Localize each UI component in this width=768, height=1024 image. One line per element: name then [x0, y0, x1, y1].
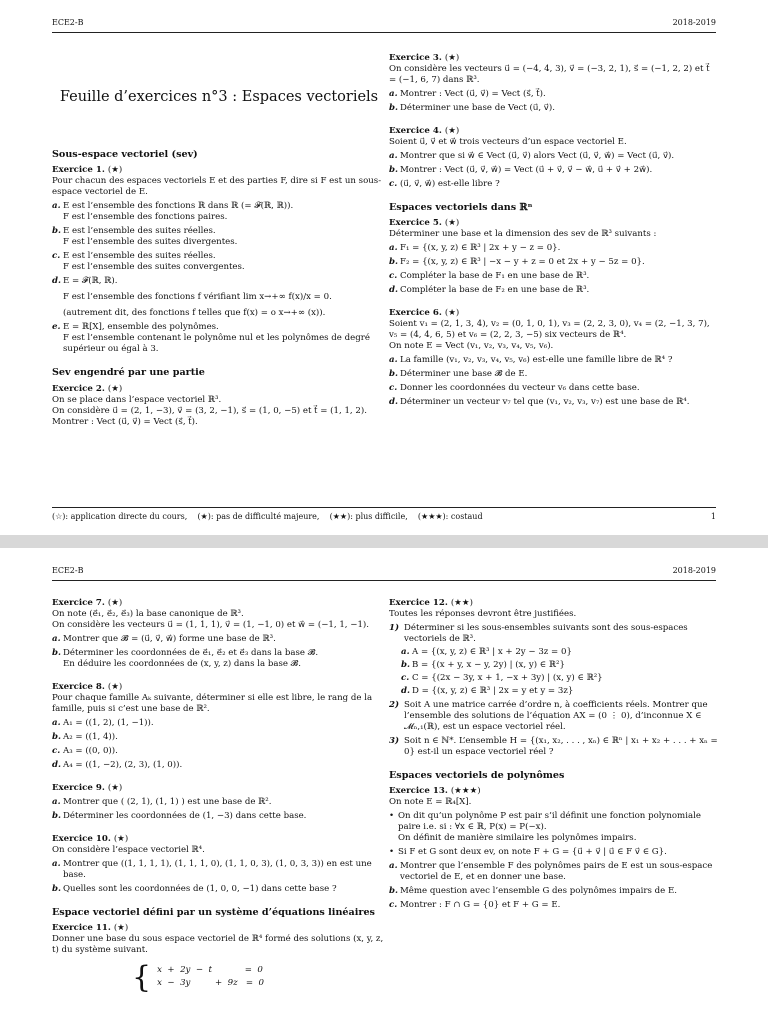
exercise-intro: On note E = ℝ₄[X].: [389, 797, 472, 808]
header-class: ECE2-B: [52, 566, 84, 575]
exercise-7: [52, 598, 386, 670]
exercise-9: [52, 783, 386, 822]
list-item: e. E = ℝ[X], ensemble des polynômes. F est l’ensemble contenant le polynôme nul et les polynômes de degré supérieur ou égal à 3.: [52, 322, 370, 355]
list-item: a. Montrer que si w⃗ ∈ Vect (u⃗, v⃗) alors Vect (u⃗, v⃗, w⃗) = Vect (u⃗, v⃗).: [389, 151, 675, 161]
right-column: [389, 598, 719, 923]
page-number: 1: [710, 512, 716, 521]
equation-system: [132, 960, 386, 996]
list-item: b. E est l’ensemble des suites réelles. F est l’ensemble des suites divergentes.: [52, 226, 238, 248]
exercise-line: On considère les vecteurs u⃗ = (1, 1, 1), v⃗ = (1, −1, 0) et w⃗ = (−1, 1, −1).: [52, 620, 370, 630]
bullet-icon: •: [389, 847, 395, 858]
list-item: a. A = {(x, y, z) ∈ ℝ³ | x + 2y − 3z = 0}: [401, 647, 572, 657]
left-column: [52, 88, 386, 107]
list-item: c. Montrer : F ∩ G = {0} et F + G = E.: [389, 900, 561, 911]
exercise-intro: Toutes les réponses devront être justifiées.: [389, 609, 577, 619]
exercise-title: Exercice 9. (★): [52, 783, 123, 793]
exercise-intro: On considère l’espace vectoriel ℝ⁴.: [52, 845, 205, 855]
bullet-icon: •: [389, 811, 395, 822]
header-rule: [52, 32, 716, 33]
exercise-line: On se place dans l’espace vectoriel ℝ³.: [52, 394, 222, 405]
question-1: 1) Déterminer si les sous-ensembles suivants sont des sous-espaces vectoriels de ℝ³.: [389, 623, 688, 644]
list-item: b. F₂ = {(x, y, z) ∈ ℝ³ | −x − y + z = 0 et 2x + y − 5z = 0}.: [389, 257, 645, 268]
header-class: ECE2-B: [52, 18, 84, 27]
list-item: a. Montrer : Vect (u⃗, v⃗) = Vect (s⃗, t⃗).: [389, 89, 546, 99]
list-item: d. Déterminer un vecteur v₇ tel que (v₁, v₂, v₃, v₇) est une base de ℝ⁴.: [389, 397, 690, 408]
exercise-intro: Soient v₁ = (2, 1, 3, 4), v₂ = (0, 1, 0, 1), v₃ = (2, 2, 3, 0), v₄ = (2, −1, 3, 7), v₅ = (4, 4, 6, 5) et v₆ = (2, 2, 3, −5) six vecteurs de ℝ⁴.: [389, 319, 710, 341]
list-item: a. Montrer que 𝓑 = (u⃗, v⃗, w⃗) forme une base de ℝ³.: [52, 634, 276, 644]
list-item: b. Déterminer une base 𝓑 de E.: [389, 369, 528, 380]
exercise-intro: On considère les vecteurs u⃗ = (−4, 4, 3), v⃗ = (−3, 2, 1), s⃗ = (−1, 2, 2) et t⃗ = (−1, 6, 7) dans ℝ³.: [389, 64, 710, 85]
exercise-title: Exercice 1. (★): [52, 165, 123, 176]
exercise-title: Exercice 4. (★): [389, 126, 460, 136]
section-title: Espaces vectoriels dans ℝⁿ: [389, 202, 533, 213]
list-item: a. Montrer que ( (2, 1), (1, 1) ) est une base de ℝ².: [52, 797, 272, 807]
brace-symbol: {: [132, 960, 152, 996]
question-3: 3) Soit n ∈ ℕ*. L’ensemble H = {(x₁, x₂, . . . , xₙ) ∈ ℝⁿ | x₁ + x₂ + . . . + xₙ = 0} est-il un espace vectoriel réel ?: [389, 736, 718, 757]
exercise-note: On note E = Vect (v₁, v₂, v₃, v₄, v₅, v₆).: [389, 341, 554, 352]
page-header: [52, 18, 716, 28]
exercise-title: Exercice 3. (★): [389, 53, 460, 63]
list-item: c. Donner les coordonnées du vecteur v₆ dans cette base.: [389, 383, 640, 394]
list-item: a. La famille (v₁, v₂, v₃, v₄, v₅, v₆) est-elle une famille libre de ℝ⁴ ?: [389, 355, 673, 366]
exercise-title: Exercice 5. (★): [389, 218, 460, 229]
list-item: d. Compléter la base de F₂ en une base de ℝ³.: [389, 285, 590, 296]
list-item: a. Montrer que l’ensemble F des polynômes pairs de E est un sous-espace vectoriel de E, et en donner une base.: [389, 861, 713, 883]
list-item: a. Montrer que ((1, 1, 1, 1), (1, 1, 1, 0), (1, 1, 0, 3), (1, 0, 3, 3)) en est une base.: [52, 859, 372, 880]
exercise-5: [389, 218, 719, 296]
page-header: [52, 566, 716, 576]
list-item: d. D = {(x, y, z) ∈ ℝ³ | 2x = y et y = 3z}: [401, 686, 574, 696]
exercise-intro: Soient u⃗, v⃗ et w⃗ trois vecteurs d’un espace vectoriel E.: [389, 137, 627, 147]
section-title: Espaces vectoriels de polynômes: [389, 770, 565, 781]
section-title: Espace vectoriel défini par un système d’équations linéaires: [52, 907, 375, 918]
exercise-title: Exercice 13. (★★★): [389, 786, 481, 797]
exercise-line: On note (e⃗₁, e⃗₂, e⃗₃) la base canonique de ℝ³.: [52, 609, 244, 619]
list-item: b. Montrer : Vect (u⃗, v⃗, w⃗) = Vect (u⃗ + v⃗, v⃗ − w⃗, u⃗ + v⃗ + 2w⃗).: [389, 165, 653, 175]
exercise-intro: Pour chacun des espaces vectoriels E et des parties F, dire si F est un sous-espace vectoriel de E.: [52, 176, 382, 198]
equation-line: x − 3y + 9z = 0: [157, 977, 264, 988]
page-title: Feuille d’exercices n°3 : Espaces vectoriels: [59, 89, 379, 105]
list-item: b. A₂ = ((1, 4)).: [52, 732, 118, 742]
header-rule: [52, 580, 716, 581]
exercise-13: [389, 786, 719, 911]
section-title: Sous-espace vectoriel (sev): [52, 149, 198, 160]
section-title: Sev engendré par une partie: [52, 367, 205, 379]
list-item: b. Même question avec l’ensemble G des polynômes impairs de E.: [389, 886, 677, 897]
list-item: c. Compléter la base de F₁ en une base de ℝ³.: [389, 271, 590, 282]
list-item: b. Déterminer une base de Vect (u⃗, v⃗).: [389, 103, 555, 113]
exercise-title: Exercice 8. (★): [52, 682, 123, 692]
exercise-title: Exercice 7. (★): [52, 598, 123, 608]
list-item: b. Déterminer les coordonnées de (1, −3) dans cette base.: [52, 811, 307, 821]
list-item: a. A₁ = ((1, 2), (1, −1)).: [52, 718, 154, 728]
list-item: d. E = 𝓕(ℝ, ℝ). F est l’ensemble des fonctions f vérifiant lim x→+∞ f(x)/x = 0. (autrement dit, des fonctions f telles que f(x) = o x→+∞ (x)).: [52, 276, 332, 319]
list-item: a. F₁ = {(x, y, z) ∈ ℝ³ | 2x + y − z = 0}.: [389, 243, 561, 254]
left-column-content: [52, 149, 386, 440]
exercise-title: Exercice 2. (★): [52, 383, 123, 394]
page-footer: [52, 512, 716, 522]
list-item: b. Déterminer les coordonnées de e⃗₁, e⃗₂ et e⃗₃ dans la base 𝓑. En déduire les coordonnées de (x, y, z) dans la base 𝓑.: [52, 648, 319, 669]
exercise-10: [52, 834, 386, 895]
exercise-3: [389, 53, 719, 114]
page-2: [0, 548, 768, 1024]
exercise-intro: Pour chaque famille Aₖ suivante, déterminer si elle est libre, le rang de la famille, puis si c’est une base de ℝ².: [52, 693, 373, 714]
list-item: b. B = {(x + y, x − y, 2y) | (x, y) ∈ ℝ²}: [401, 660, 565, 670]
exercise-intro: Donner une base du sous espace vectoriel de ℝ⁴ formé des solutions (x, y, z, t) du système suivant.: [52, 934, 384, 956]
equation-line: x + 2y − t = 0: [157, 965, 263, 976]
exercise-title: Exercice 12. (★★): [389, 598, 473, 608]
list-item: c. (u⃗, v⃗, w⃗) est-elle libre ?: [389, 179, 500, 189]
bullet-item: • Si F et G sont deux ev, on note F + G = {u⃗ + v⃗ | u⃗ ∈ F v⃗ ∈ G}.: [389, 847, 667, 858]
exercise-4: [389, 126, 719, 190]
header-year: 2018-2019: [672, 18, 716, 27]
exercise-line: On considère u⃗ = (2, 1, −3), v⃗ = (3, 2, −1), s⃗ = (1, 0, −5) et t⃗ = (1, 1, 2).: [52, 405, 367, 416]
list-item: c. A₃ = ((0, 0)).: [52, 746, 118, 756]
list-item: c. E est l’ensemble des suites réelles. F est l’ensemble des suites convergentes.: [52, 251, 245, 273]
exercise-title: Exercice 11. (★): [52, 923, 129, 934]
header-year: 2018-2019: [672, 566, 716, 575]
exercise-2: [52, 384, 386, 428]
list-item: a. E est l’ensemble des fonctions ℝ dans ℝ (= 𝓕(ℝ, ℝ)). F est l’ensemble des fonctions paires.: [52, 201, 294, 223]
difficulty-legend: (☆): application directe du cours, (★): pas de difficulté majeure, (★★): plus difficile, (★★★): costaud: [52, 512, 483, 521]
list-item: b. Quelles sont les coordonnées de (1, 0, 0, −1) dans cette base ?: [52, 884, 337, 894]
left-column: [52, 598, 386, 1003]
page-separator: [0, 535, 768, 548]
right-column: [389, 53, 719, 420]
exercise-title: Exercice 6. (★): [389, 308, 460, 319]
exercise-1: [52, 165, 386, 355]
exercise-8: [52, 682, 386, 771]
exercise-intro: Déterminer une base et la dimension des sev de ℝ³ suivants :: [389, 229, 657, 240]
exercise-6: [389, 308, 719, 408]
list-item: d. A₄ = ((1, −2), (2, 3), (1, 0)).: [52, 760, 183, 770]
list-item: c. C = {(2x − 3y, x + 1, −x + 3y) | (x, y) ∈ ℝ²}: [401, 673, 603, 683]
footer-rule: [52, 507, 716, 508]
exercise-12: [389, 598, 719, 758]
exercise-title: Exercice 10. (★): [52, 834, 129, 844]
exercise-11: [52, 923, 386, 996]
exercise-line: Montrer : Vect (u⃗, v⃗) = Vect (s⃗, t⃗).: [52, 416, 198, 427]
question-2: 2) Soit A une matrice carrée d’ordre n, à coefficients réels. Montrer que l’ensemble des solutions de l’équation AX = (0 ⋮ 0), d’inconnue X ∈ 𝓜ₙ,₁(ℝ), est un espace vectoriel réel.: [389, 700, 708, 732]
bullet-item: • On dit qu’un polynôme P est pair s’il définit une fonction polynomiale paire i.e. si : ∀x ∈ ℝ, P(x) = P(−x). On définit de manière similaire les polynômes impairs.: [389, 811, 701, 844]
